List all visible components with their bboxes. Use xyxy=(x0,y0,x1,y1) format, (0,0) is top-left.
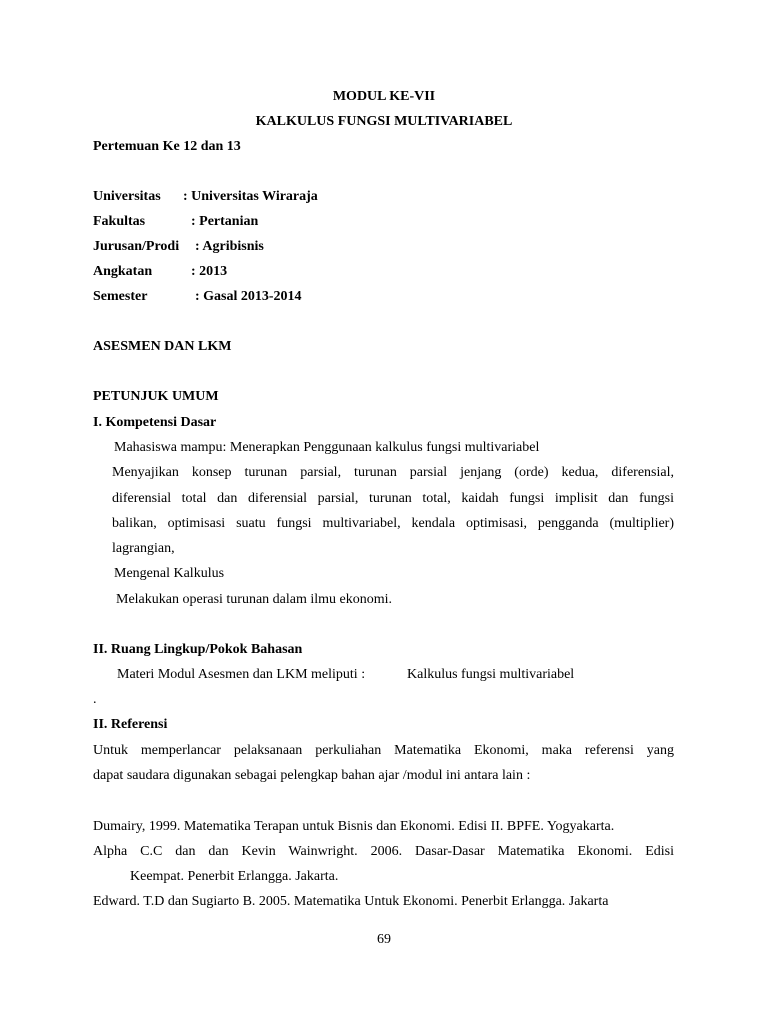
info-label: Angkatan xyxy=(93,264,153,279)
module-number: MODUL KE-VII xyxy=(332,89,436,104)
info-row-jurusan xyxy=(93,238,264,256)
info-value: : Pertanian xyxy=(191,214,259,229)
info-value: : Gasal 2013-2014 xyxy=(195,289,302,304)
info-row-angkatan xyxy=(93,263,227,281)
kompetensi-melakukan: Melakukan operasi turunan dalam ilmu ekonomi. xyxy=(116,592,393,607)
info-label: Universitas xyxy=(93,189,161,204)
reference-item: Dumairy, 1999. Matematika Terapan untuk Bisnis dan Ekonomi. Edisi II. BPFE. Yogyakarta. xyxy=(93,819,615,834)
info-row-universitas xyxy=(93,188,318,206)
ruang-dot: . xyxy=(93,692,97,707)
asesmen-heading: ASESMEN DAN LKM xyxy=(93,339,232,354)
info-label: Fakultas xyxy=(93,214,146,229)
ruang-topic: Kalkulus fungsi multivariabel xyxy=(407,667,575,682)
info-row-fakultas xyxy=(93,213,258,231)
kompetensi-heading: I. Kompetensi Dasar xyxy=(93,415,217,430)
info-row-semester xyxy=(93,288,302,306)
ruang-text: Materi Modul Asesmen dan LKM meliputi : xyxy=(117,667,366,682)
kompetensi-para-line: Menyajikan konsep turunan parsial, turunan parsial jenjang (orde) kedua, diferensial, xyxy=(112,465,674,480)
page-number: 69 xyxy=(377,932,391,947)
kompetensi-para-line: diferensial total dan diferensial parsial, turunan total, kaidah fungsi implisit dan fungsi xyxy=(112,491,674,506)
petunjuk-heading: PETUNJUK UMUM xyxy=(93,389,219,404)
info-label: Jurusan/Prodi xyxy=(93,239,180,254)
referensi-intro-line: Untuk memperlancar pelaksanaan perkuliahan Matematika Ekonomi, maka referensi yang xyxy=(93,743,674,758)
info-label: Semester xyxy=(93,289,148,304)
reference-item: Edward. T.D dan Sugiarto B. 2005. Matematika Untuk Ekonomi. Penerbit Erlangga. Jakarta xyxy=(93,894,609,909)
info-value: : 2013 xyxy=(191,264,228,279)
info-value: : Universitas Wiraraja xyxy=(183,189,318,204)
kompetensi-line: Mahasiswa mampu: Menerapkan Penggunaan kalkulus fungsi multivariabel xyxy=(114,440,540,455)
info-value: : Agribisnis xyxy=(195,239,264,254)
kompetensi-para-line: balikan, optimisasi suatu fungsi multivariabel, kendala optimisasi, pengganda (multiplier) xyxy=(112,516,674,531)
reference-item-continuation: Keempat. Penerbit Erlangga. Jakarta. xyxy=(130,869,339,884)
kompetensi-mengenal: Mengenal Kalkulus xyxy=(114,566,225,581)
kompetensi-para-line: lagrangian, xyxy=(112,541,175,556)
referensi-heading: II. Referensi xyxy=(93,717,168,732)
meeting-line: Pertemuan Ke 12 dan 13 xyxy=(93,139,241,154)
reference-item: Alpha C.C dan dan Kevin Wainwright. 2006. Dasar-Dasar Matematika Ekonomi. Edisi xyxy=(93,844,674,859)
referensi-intro-line: dapat saudara digunakan sebagai pelengkap bahan ajar /modul ini antara lain : xyxy=(93,768,531,783)
module-title: KALKULUS FUNGSI MULTIVARIABEL xyxy=(255,114,513,129)
ruang-heading: II. Ruang Lingkup/Pokok Bahasan xyxy=(93,642,303,657)
